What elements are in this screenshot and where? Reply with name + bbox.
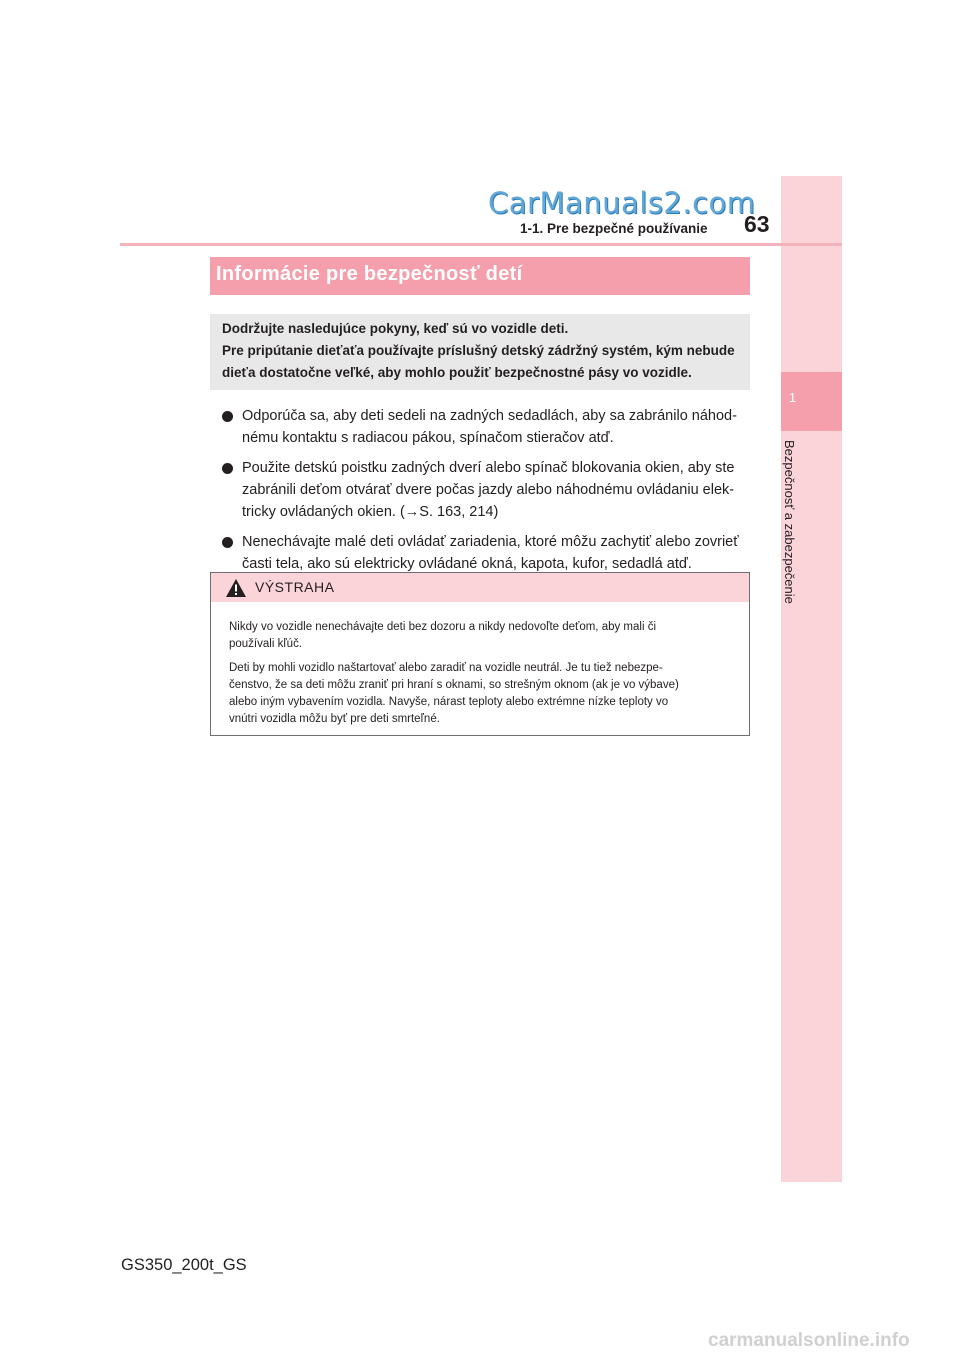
bullet-line: zabránili deťom otvárať dvere počas jazdy alebo náhodnému ovládaniu elek- <box>242 482 735 498</box>
bullet-item <box>222 405 752 449</box>
chapter-title: Bezpečnosť a zabezpečenie <box>782 440 797 604</box>
bullet-list <box>222 405 752 583</box>
intro-line: Dodržujte nasledujúce pokyny, keď sú vo vozidle deti. <box>222 321 569 336</box>
bullet-item <box>222 457 752 523</box>
bullet-line: Odporúča sa, aby deti sedeli na zadných sedadlách, aby sa zabránilo náhod- <box>242 408 737 424</box>
watermark-bottom[interactable]: carmanualsonline.info <box>708 1330 910 1351</box>
warning-paragraph <box>229 619 741 653</box>
page-number: 63 <box>744 211 770 237</box>
warning-line: Deti by mohli vozidlo naštartovať alebo zaradiť na vozidle neutrál. Je tu tiež nebezpe- <box>229 662 663 674</box>
bullet-line: časti tela, ako sú elektricky ovládané okná, kapota, kufor, sedadlá atď. <box>242 556 692 572</box>
warning-line: Nikdy vo vozidle nenechávajte deti bez dozoru a nikdy nedovoľte deťom, aby mali či <box>229 621 657 633</box>
bullet-item <box>222 531 752 575</box>
chapter-number: 1 <box>788 390 797 405</box>
footer-model-code: GS350_200t_GS <box>121 1256 247 1274</box>
warning-header <box>211 573 749 602</box>
bullet-dot-icon <box>222 537 233 548</box>
warning-body <box>229 619 741 735</box>
warning-line: čenstvo, že sa deti môžu zraniť pri hraní s oknami, so strešným oknom (ak je vo výbave) <box>229 679 679 691</box>
bullet-dot-icon <box>222 411 233 422</box>
intro-line: Pre pripútanie dieťaťa používajte príslušný detský zádržný systém, kým nebude <box>222 343 735 358</box>
warning-line: alebo iným vybavením vozidla. Navyše, nárast teploty alebo extrémne nízke teploty vo <box>229 696 669 708</box>
warning-paragraph <box>229 660 741 728</box>
bullet-line: Použite detskú poistku zadných dverí alebo spínač blokovania okien, aby ste <box>242 460 735 476</box>
side-strip <box>781 176 842 1182</box>
bullet-line: nému kontaktu s radiacou pákou, spínačom stieračov atď. <box>242 430 614 446</box>
bullet-line: Nenechávajte malé deti ovládať zariadenia, ktoré môžu zachytiť alebo zovrieť <box>242 534 739 550</box>
warning-line: vnútri vozidla môžu byť pre deti smrteľné. <box>229 713 440 725</box>
bullet-dot-icon <box>222 463 233 474</box>
warning-label: VÝSTRAHA <box>255 579 335 595</box>
page-reference-link[interactable]: tricky ovládaných okien. (→S. 163, 214) <box>242 504 499 520</box>
header-rule <box>120 243 842 246</box>
intro-line: dieťa dostatočne veľké, aby mohlo použiť bezpečnostné pásy vo vozidle. <box>222 365 692 380</box>
header-section: 1-1. Pre bezpečné používanie <box>520 221 708 236</box>
watermark-top[interactable]: CarManuals2.com <box>488 186 756 220</box>
page-title: Informácie pre bezpečnosť detí <box>216 263 523 285</box>
warning-box <box>210 572 750 736</box>
warning-line: používali kľúč. <box>229 638 303 650</box>
intro-box <box>210 314 750 390</box>
warning-triangle-icon <box>225 578 247 598</box>
